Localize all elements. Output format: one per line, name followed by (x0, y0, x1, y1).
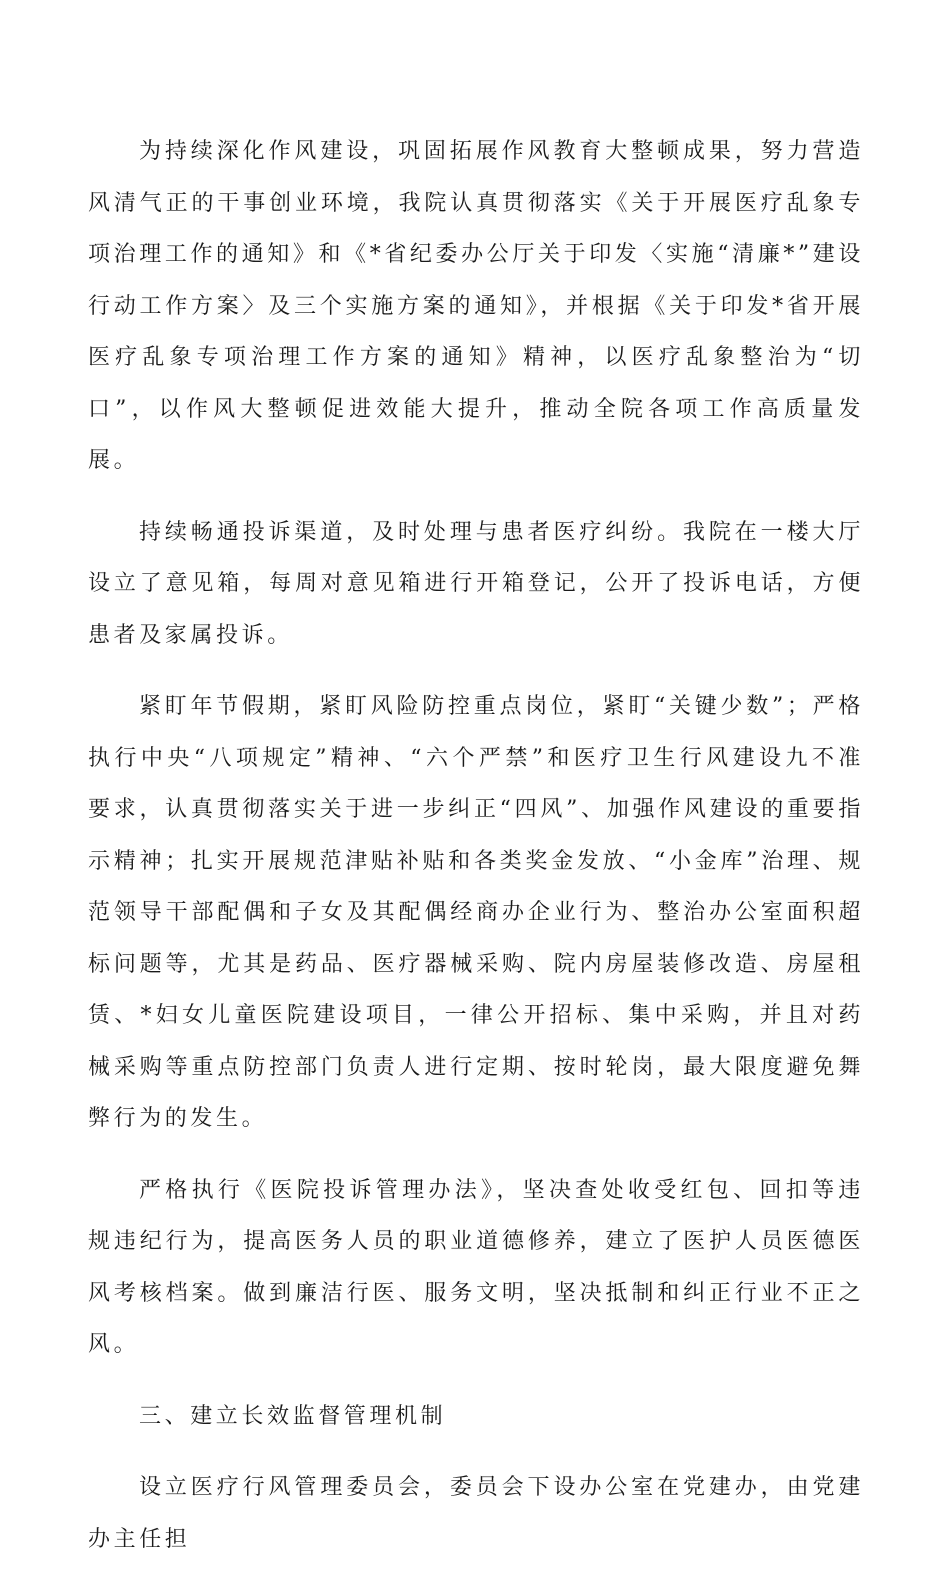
paragraph-intro: 为持续深化作风建设，巩固拓展作风教育大整顿成果，努力营造风清气正的干事创业环境，我院认真贯彻落实《关于开展医疗乱象专项治理工作的通知》和《*省纪委办公厅关于印发〈实施“清廉*”建设行动工作方案〉及三个实施方案的通知》，并根据《关于印发*省开展医疗乱象专项治理工作方案的通知》精神，以医疗乱象整治为“切口”，以作风大整顿促进效能大提升，推动全院各项工作高质量发展。 (88, 139, 864, 473)
section-heading: 三、建立长效监督管理机制 (139, 1403, 447, 1429)
paragraph-complaint-channels: 持续畅通投诉渠道，及时处理与患者医疗纠纷。我院在一楼大厅设立了意见箱，每周对意见箱进行开箱登记，公开了投诉电话，方便患者及家属投诉。 (88, 519, 864, 648)
paragraph-committee: 设立医疗行风管理委员会，委员会下设办公室在党建办，由党建办主任担 (88, 1475, 864, 1552)
paragraph-complaint-management: 严格执行《医院投诉管理办法》，坚决查处收受红包、回扣等违规违纪行为，提高医务人员的职业道德修养，建立了医护人员医德医风考核档案。做到廉洁行医、服务文明，坚决抵制和纠正行业不正之风。 (88, 1177, 864, 1357)
paragraph-key-posts: 紧盯年节假期，紧盯风险防控重点岗位，紧盯“关键少数”；严格执行中央“八项规定”精神、“六个严禁”和医疗卫生行风建设九不准要求，认真贯彻落实关于进一步纠正“四风”、加强作风建设的重要指示精神；扎实开展规范津贴补贴和各类奖金发放、“小金库”治理、规范领导干部配偶和子女及其配偶经商办企业行为、整治办公室面积超标问题等，尤其是药品、医疗器械采购、院内房屋装修改造、房屋租赁、*妇女儿童医院建设项目，一律公开招标、集中采购，并且对药械采购等重点防控部门负责人进行定期、按时轮岗，最大限度避免舞弊行为的发生。 (88, 694, 864, 1131)
document-body (88, 126, 864, 1585)
